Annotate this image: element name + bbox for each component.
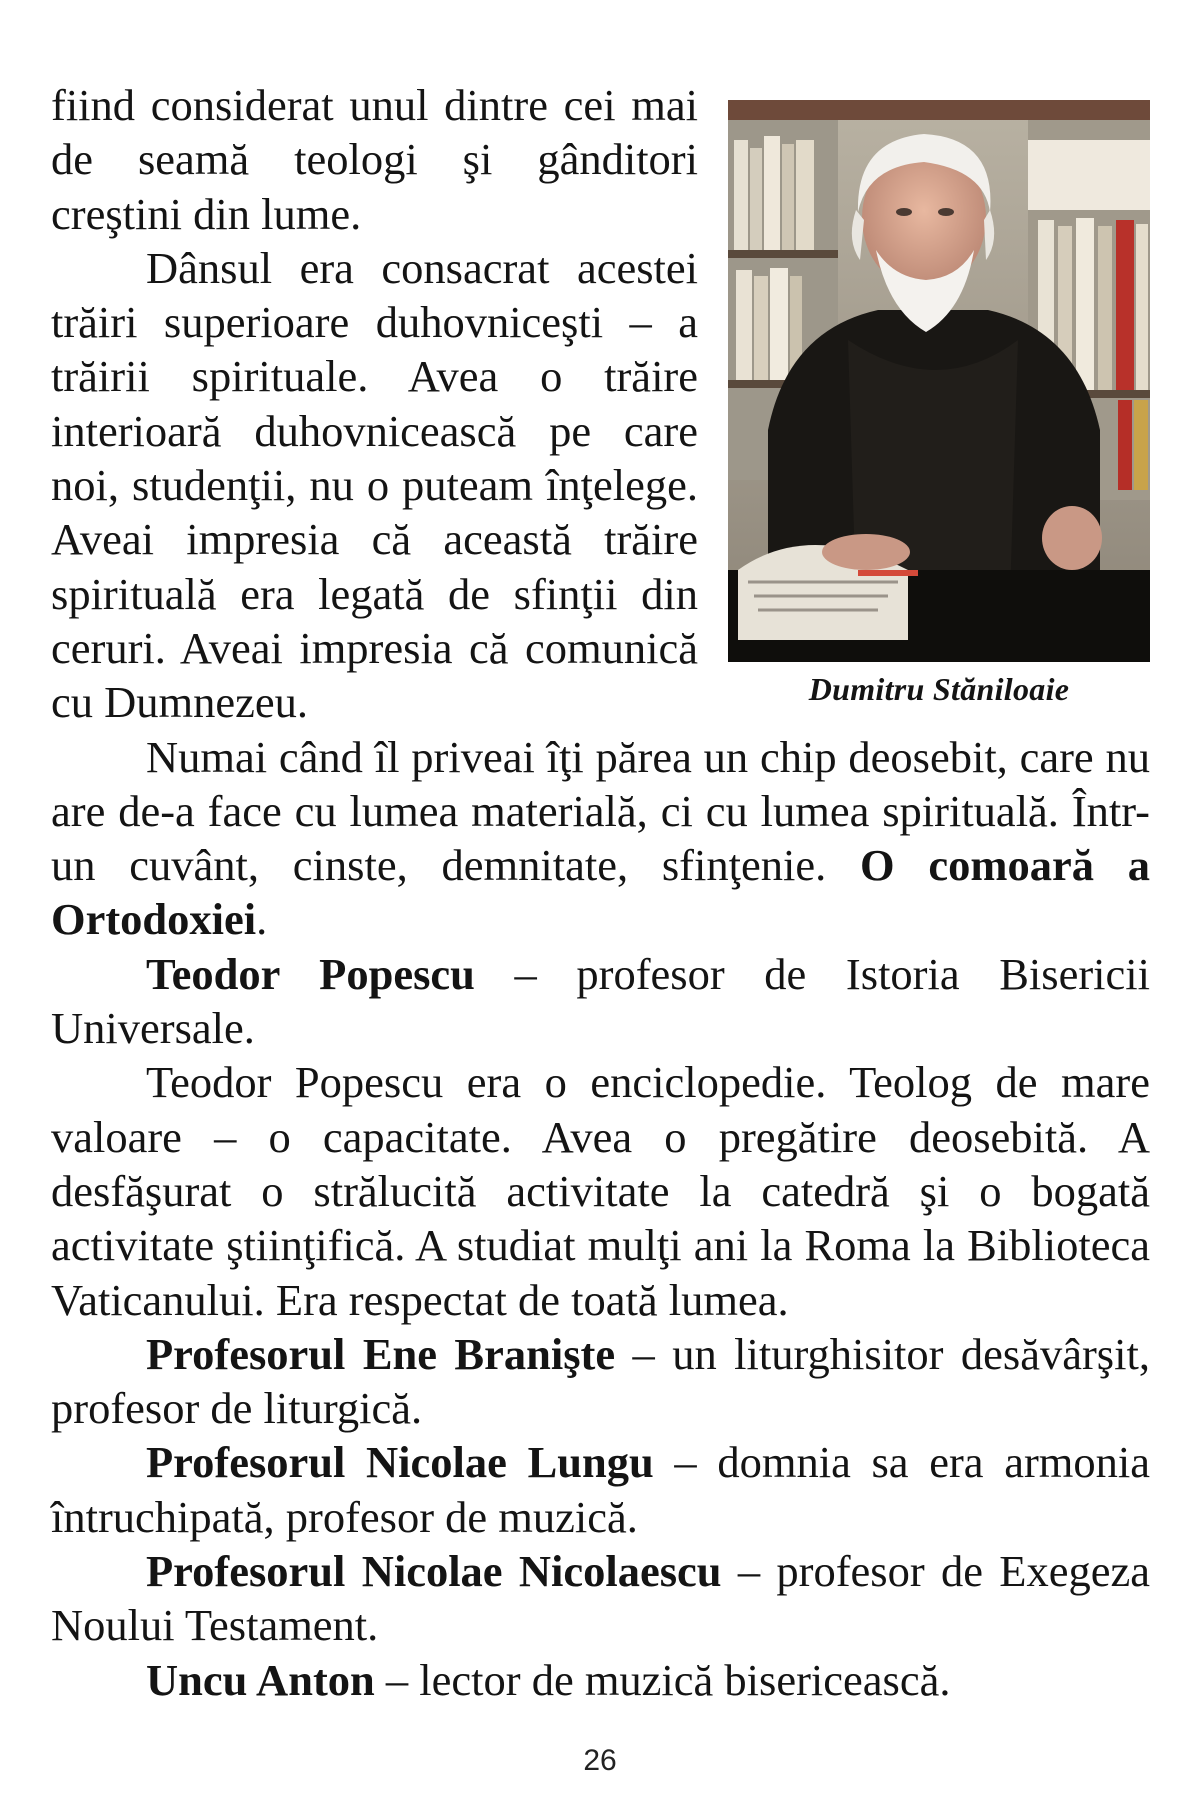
paragraph-9-text: – lector de muzică bisericească.	[374, 1654, 951, 1705]
paragraph-2: Dânsul era consacrat acestei trăiri superioare duhovniceşti – a trăirii spirituale. Avea o trăire interioară duhovnicească pe care noi, studenţii, nu o puteam înţelege. Aveai impresia că această trăire spirituală era legată de sfinţii din ceruri. Aveai impresia că comunică cu Dumnezeu.	[51, 242, 698, 728]
paragraph-6-name: Profesorul Ene Branişte	[146, 1328, 616, 1379]
portrait-figure	[728, 100, 1150, 706]
paragraph-4	[51, 947, 1150, 1056]
page-number: 26	[583, 1744, 617, 1777]
paragraph-6-text: – un liturghisitor desăvârşit, profesor de liturgică.	[51, 1328, 1150, 1434]
page-body	[51, 78, 1150, 1707]
paragraph-8-name: Profesorul Nicolae Nicolaescu	[146, 1546, 722, 1597]
paragraph-7-text: – domnia sa era armonia întruchipată, profesor de muzică.	[51, 1437, 1150, 1542]
paragraph-3	[51, 730, 1150, 947]
paragraph-8	[51, 1544, 1150, 1653]
paragraph-7	[51, 1435, 1150, 1544]
paragraph-9	[51, 1653, 1150, 1707]
portrait-caption: Dumitru Stăniloaie	[808, 671, 1070, 707]
paragraph-4-name: Teodor Popescu	[146, 948, 475, 999]
paragraph-5: Teodor Popescu era o enciclopedie. Teolog de mare valoare – o capacitate. Avea o pregătire deosebită. A desfăşurat o strălucită activitate la catedră şi o bogată activitate ştiinţifică. A studiat mulţi ani la Roma la Biblioteca Vaticanului. Era respectat de toată lumea.	[51, 1057, 1150, 1325]
paragraph-1: fiind considerat unul dintre cei mai de seamă teologi şi gânditori creştini din lume.	[51, 80, 698, 239]
paragraph-6	[51, 1327, 1150, 1436]
paragraph-3-end: .	[256, 894, 268, 945]
paragraph-3-bold: O comoară a Ortodoxiei	[51, 840, 1150, 945]
paragraph-3-text: Numai când îl priveai îţi părea un chip deosebit, care nu are de-a face cu lumea materială, ci cu lumea spirituală. Într-un cuvânt, cinste, demnitate, sfinţenie.	[51, 731, 1150, 891]
paragraph-7-name: Profesorul Nicolae Lungu	[146, 1437, 654, 1488]
portrait-photo	[728, 100, 1150, 662]
paragraph-9-name: Uncu Anton	[146, 1654, 375, 1705]
paragraph-8-text: – profesor de Exegeza Noului Testament.	[51, 1546, 1150, 1651]
paragraph-4-text: – profesor de Istoria Bisericii Universale.	[51, 948, 1151, 1054]
